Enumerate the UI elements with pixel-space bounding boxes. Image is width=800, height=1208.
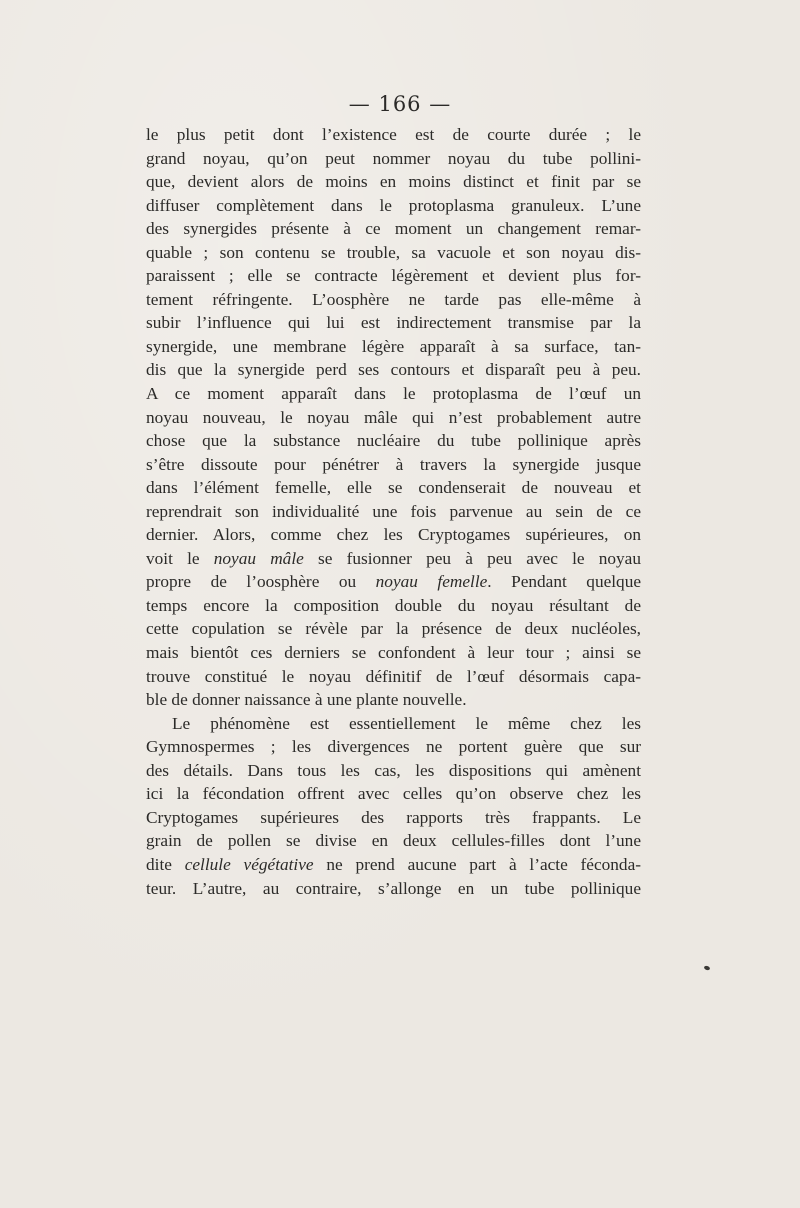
text-line: cette copulation se révèle par la présence de deux nucléoles, xyxy=(146,619,641,639)
text-line: ici la fécondation offrent avec celles qu’on observe chez les xyxy=(146,784,641,804)
line-text: ne prend aucune part à l’acte féconda- xyxy=(313,854,641,874)
text-line: temps encore la composition double du noyau résultant de xyxy=(146,595,641,615)
italic-term: noyau mâle xyxy=(213,548,304,568)
italic-term: noyau femelle xyxy=(375,572,488,592)
text-line: des synergides présente à ce moment un changement remar- xyxy=(146,219,641,239)
line-text: voit le xyxy=(146,548,214,568)
text-line xyxy=(146,570,641,594)
text-line: trouve constitué le noyau définitif de l’œuf désormais capa- xyxy=(146,666,641,686)
text-line xyxy=(146,547,641,571)
text-line: dis que la synergide perd ses contours et disparaît peu à peu. xyxy=(146,360,641,380)
text-line: le plus petit dont l’existence est de courte durée ; le xyxy=(146,125,641,144)
line-text: dite xyxy=(146,854,185,874)
text-line: dernier. Alors, comme chez les Cryptogames supérieures, on xyxy=(146,525,641,545)
text-line: mais bientôt ces derniers se confondent à leur tour ; ainsi se xyxy=(146,643,641,663)
page-number: — 166 — xyxy=(348,92,452,116)
line-text: se fusionner peu à peu avec le noyau xyxy=(303,548,641,568)
text-line: tement réfringente. L’oosphère ne tarde pas elle-même à xyxy=(146,289,641,309)
text-line: grain de pollen se divise en deux cellules-filles dont l’une xyxy=(146,831,641,851)
text-line: des détails. Dans tous les cas, les dispositions qui amènent xyxy=(146,760,641,780)
line-text: propre de l’oosphère ou xyxy=(146,572,376,592)
text-line: Le phénomène est essentiellement le même chez les xyxy=(172,713,641,733)
text-line: ble de donner naissance à une plante nouvelle. xyxy=(146,690,467,710)
text-line: teur. L’autre, au contraire, s’allonge en un tube pollinique xyxy=(146,878,641,898)
text-line: Gymnospermes ; les divergences ne portent guère que sur xyxy=(146,737,641,757)
text-line: quable ; son contenu se trouble, sa vacuole et son noyau dis- xyxy=(146,242,641,262)
italic-term: cellule végétative xyxy=(184,854,314,874)
text-line: paraissent ; elle se contracte légèrement et devient plus for- xyxy=(146,266,641,286)
text-line: subir l’influence qui lui est indirectement transmise par la xyxy=(146,313,641,333)
text-line: dans l’élément femelle, elle se condenserait de nouveau et xyxy=(146,478,641,498)
text-line: s’être dissoute pour pénétrer à travers la synergide jusque xyxy=(146,454,641,474)
text-line xyxy=(146,853,641,877)
body-text xyxy=(146,123,641,900)
text-line: synergide, une membrane légère apparaît à sa surface, tan- xyxy=(146,336,641,356)
text-line: que, devient alors de moins en moins distinct et finit par se xyxy=(146,172,641,192)
text-line: diffuser complètement dans le protoplasma granuleux. L’une xyxy=(146,195,641,215)
text-line: reprendrait son individualité une fois parvenue au sein de ce xyxy=(146,501,641,521)
text-line: grand noyau, qu’on peut nommer noyau du tube pollini- xyxy=(146,148,641,168)
text-line: Cryptogames supérieures des rapports très frappants. Le xyxy=(146,807,641,827)
text-line: A ce moment apparaît dans le protoplasma de l’œuf un xyxy=(146,384,641,404)
text-line: chose que la substance nucléaire du tube pollinique après xyxy=(146,431,641,451)
text-line: noyau nouveau, le noyau mâle qui n’est probablement autre xyxy=(146,407,641,427)
line-text: . Pendant quelque xyxy=(487,572,642,592)
ink-speck xyxy=(703,965,710,971)
